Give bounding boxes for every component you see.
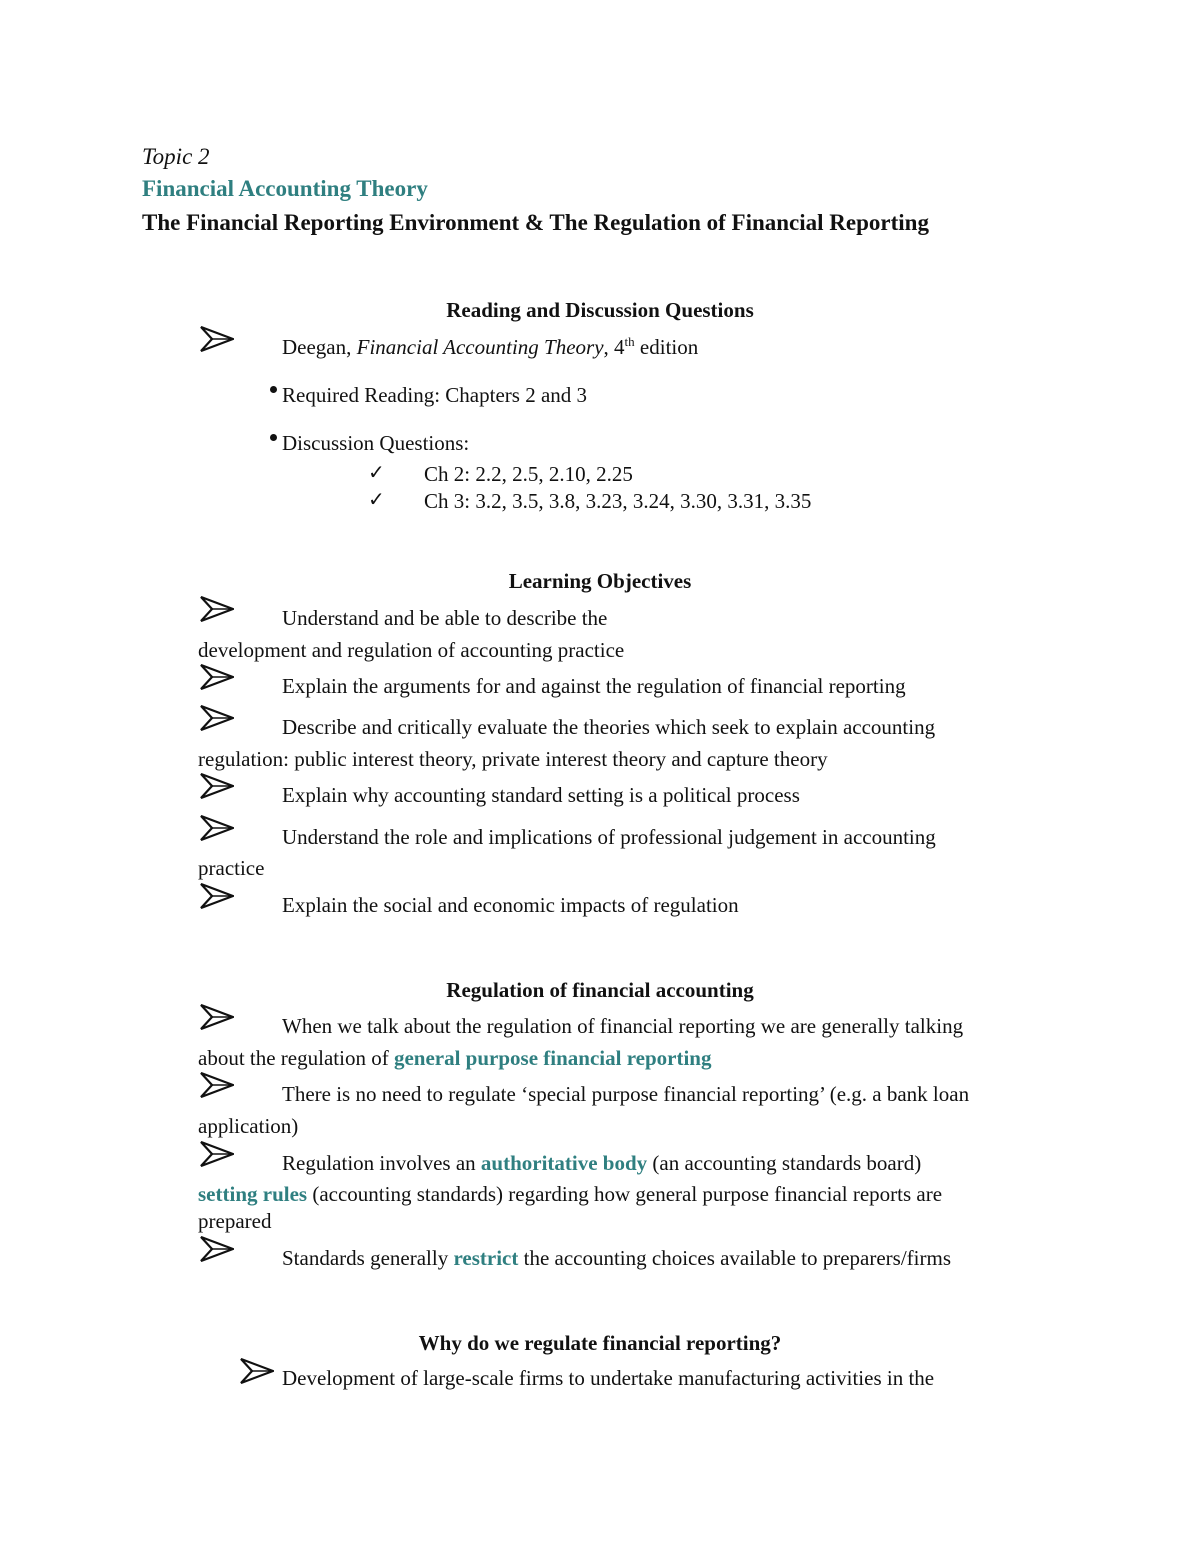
- regulation-point-2-line-1: There is no need to regulate ‘special purpose financial reporting’ (e.g. a bank loan: [282, 1082, 970, 1106]
- arrow-bullet-icon: [200, 815, 234, 841]
- objective-3-line-1: Describe and critically evaluate the theories which seek to explain accounting: [282, 715, 936, 739]
- chapter-2-questions: Ch 2: 2.2, 2.5, 2.10, 2.25: [424, 462, 633, 486]
- arrow-bullet-icon: [200, 773, 234, 799]
- regulation-point-3-line-2: setting rules (accounting standards) regarding how general purpose financial reports are: [198, 1182, 943, 1206]
- checkmark-icon: ✓: [368, 487, 385, 511]
- dot-bullet-icon: [270, 386, 277, 393]
- regulation-point-4: Standards generally restrict the accounting choices available to preparers/firms: [282, 1246, 952, 1270]
- arrow-bullet-icon: [200, 1141, 234, 1167]
- topic-label: Topic 2: [142, 144, 210, 169]
- regulation-point-1-line-2: about the regulation of general purpose financial reporting: [198, 1046, 712, 1070]
- arrow-bullet-icon: [200, 1072, 234, 1098]
- highlight-term: setting rules: [198, 1182, 308, 1206]
- arrow-bullet-icon: [200, 326, 234, 352]
- objective-6: Explain the social and economic impacts of regulation: [282, 893, 739, 917]
- arrow-bullet-icon: [200, 1004, 234, 1030]
- arrow-bullet-icon: [200, 1236, 234, 1262]
- course-title: Financial Accounting Theory: [142, 176, 428, 201]
- objective-1-line-2: development and regulation of accounting practice: [198, 638, 625, 662]
- reading-heading: Reading and Discussion Questions: [446, 298, 754, 322]
- objective-2: Explain the arguments for and against the regulation of financial reporting: [282, 674, 906, 698]
- objective-1-line-1: Understand and be able to describe the: [282, 606, 608, 630]
- objective-3-line-2: regulation: public interest theory, private interest theory and capture theory: [198, 747, 828, 771]
- regulation-point-3-line-3: prepared: [198, 1209, 272, 1233]
- highlight-term: restrict: [453, 1246, 519, 1270]
- document-title: The Financial Reporting Environment & The Regulation of Financial Reporting: [142, 210, 929, 235]
- regulation-heading: Regulation of financial accounting: [446, 978, 754, 1002]
- chapter-3-questions: Ch 3: 3.2, 3.5, 3.8, 3.23, 3.24, 3.30, 3.31, 3.35: [424, 489, 812, 513]
- dot-bullet-icon: [270, 434, 277, 441]
- required-reading: Required Reading: Chapters 2 and 3: [282, 383, 588, 407]
- highlight-term: authoritative body: [480, 1151, 648, 1175]
- objective-4: Explain why accounting standard setting is a political process: [282, 783, 800, 807]
- objective-5-line-1: Understand the role and implications of professional judgement in accounting: [282, 825, 936, 849]
- regulation-point-1-line-1: When we talk about the regulation of financial reporting we are generally talking: [282, 1014, 964, 1038]
- regulation-point-3-line-1: Regulation involves an authoritative body (an accounting standards board): [282, 1151, 922, 1175]
- arrow-bullet-icon: [200, 705, 234, 731]
- arrow-bullet-icon: [200, 596, 234, 622]
- checkmark-icon: ✓: [368, 460, 385, 484]
- discussion-questions-label: Discussion Questions:: [282, 431, 470, 455]
- regulation-point-2-line-2: application): [198, 1114, 299, 1138]
- highlight-term: general purpose financial reporting: [393, 1046, 712, 1070]
- arrow-bullet-icon: [200, 883, 234, 909]
- objectives-heading: Learning Objectives: [508, 569, 692, 593]
- why-regulate-heading: Why do we regulate financial reporting?: [418, 1331, 782, 1355]
- arrow-bullet-icon: [240, 1358, 274, 1384]
- objective-5-line-2: practice: [198, 856, 265, 880]
- textbook-reference: Deegan, Financial Accounting Theory, 4th edition: [282, 334, 699, 359]
- arrow-bullet-icon: [200, 664, 234, 690]
- why-point-1: Development of large-scale firms to undertake manufacturing activities in the: [282, 1366, 935, 1390]
